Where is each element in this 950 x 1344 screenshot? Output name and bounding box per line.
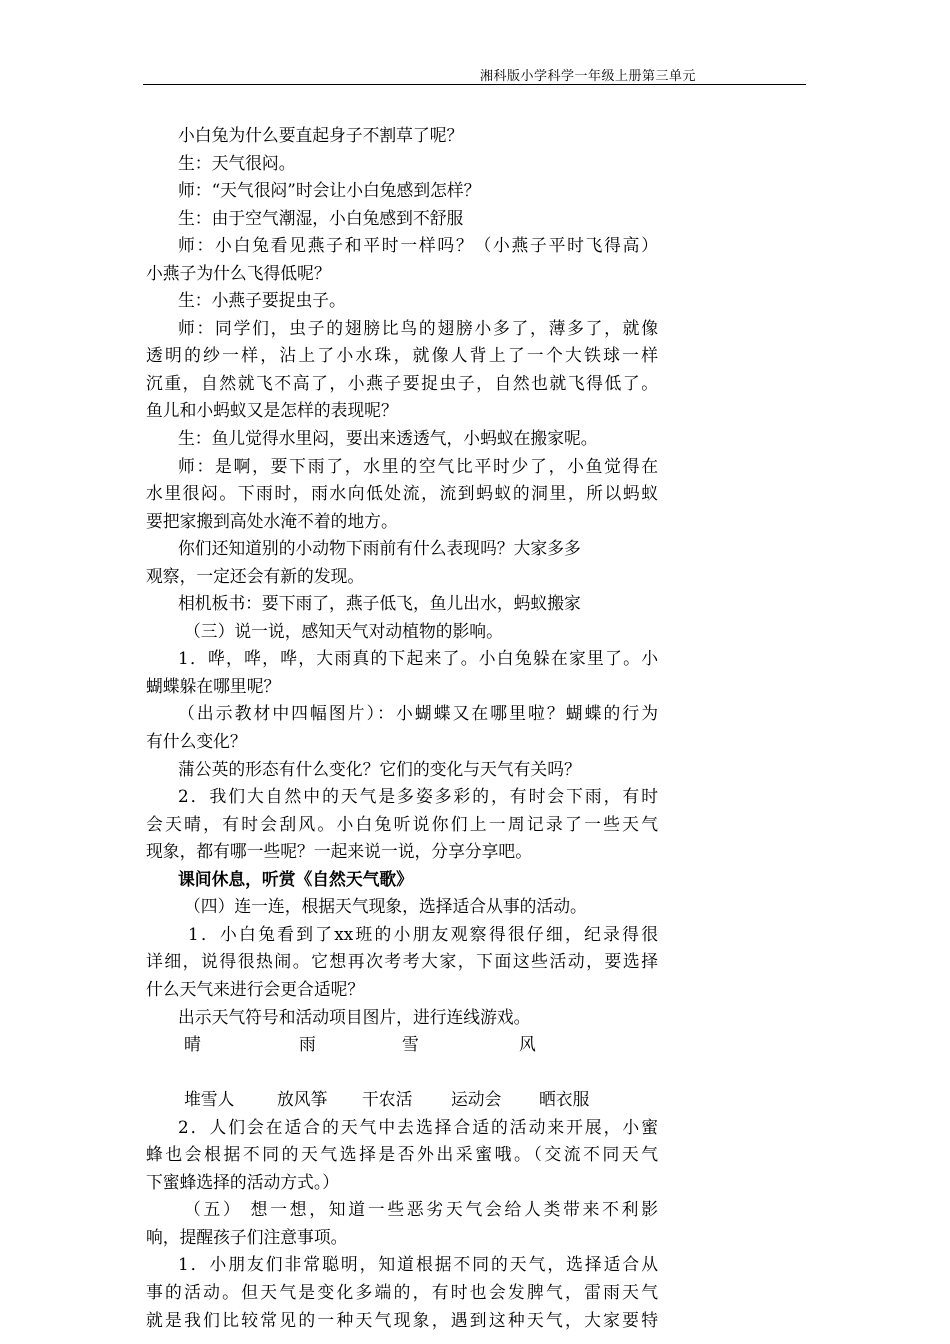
text-line: 事的活动。但天气是变化多端的，有时也会发脾气，雷雨天气	[146, 1281, 658, 1302]
text-line: 响，提醒孩子们注意事项。	[146, 1226, 348, 1247]
text-line: 生：小燕子要捉虫子。	[178, 290, 346, 311]
activity-item: 干农活	[362, 1089, 413, 1110]
section-heading: （四）连一连，根据天气现象，选择适合从事的活动。	[184, 896, 587, 917]
text-line: 鱼儿和小蚂蚁又是怎样的表现呢？	[146, 400, 398, 421]
text-line: 沉重，自然就飞不高了，小燕子要捉虫子，自然也就飞得低了。	[146, 372, 658, 393]
section-heading: （五） 想一想，知道一些恶劣天气会给人类带来不利影	[184, 1199, 658, 1220]
text-line: 师：小白兔看见燕子和平时一样吗？（小燕子平时飞得高）	[178, 235, 658, 256]
text-line: 2．人们会在适合的天气中去选择合适的活动来开展，小蜜	[178, 1116, 658, 1137]
text-line: 1．小朋友们非常聪明，知道根据不同的天气，选择适合从	[178, 1254, 658, 1275]
text-line: 小白兔为什么要直起身子不割草了呢？	[178, 125, 464, 145]
text-line: 水里很闷。下雨时，雨水向低处流，流到蚂蚁的洞里，所以蚂蚁	[146, 483, 658, 504]
text-line: 师：“天气很闷”时会让小白兔感到怎样？	[178, 180, 481, 201]
text-line: 蜂也会根据不同的天气选择是否外出采蜜哦。（交流不同天气	[146, 1144, 658, 1165]
text-line: 什么天气来进行会更合适呢？	[146, 978, 365, 999]
activity-item: 运动会	[451, 1089, 502, 1110]
text-line: 1．小白兔看到了xx班的小朋友观察得很仔细，纪录得很	[188, 923, 658, 944]
blank-line	[146, 1059, 658, 1087]
text-line: 蝴蝶躲在哪里呢？	[146, 675, 281, 696]
text-line: 生：由于空气潮湿，小白兔感到不舒服	[178, 207, 464, 228]
text-line: 蒲公英的形态有什么变化？它们的变化与天气有关吗？	[178, 758, 581, 779]
document-body	[146, 122, 658, 1334]
bold-heading: 课间休息，听赏《自然天气歌》	[178, 868, 413, 889]
text-line: 观察，一定还会有新的发现。	[146, 565, 365, 586]
activity-item: 放风筝	[277, 1089, 328, 1110]
activities-row	[146, 1086, 658, 1114]
text-line: 相机板书：要下雨了，燕子低飞，鱼儿出水，蚂蚁搬家	[178, 593, 581, 614]
header-title: 湘科版小学科学一年级上册第三单元	[479, 69, 696, 84]
text-line: 1．哗，哗，哗，大雨真的下起来了。小白兔躲在家里了。小	[178, 648, 658, 669]
text-line: 2．我们大自然中的天气是多姿多彩的，有时会下雨，有时	[178, 786, 658, 807]
text-line: 现象，都有哪一些呢？一起来说一说，分享分享吧。	[146, 841, 532, 862]
text-line: 你们还知道别的小动物下雨前有什么表现吗？大家多多	[178, 538, 581, 559]
activity-item: 晒衣服	[539, 1089, 590, 1110]
text-line: 生：天气很闷。	[178, 152, 296, 173]
activity-item: 堆雪人	[184, 1089, 235, 1110]
text-line: 要把家搬到高处水淹不着的地方。	[146, 510, 398, 531]
text-line: 师：同学们，虫子的翅膀比鸟的翅膀小多了，薄多了，就像	[178, 317, 658, 338]
weather-snow: 雪	[402, 1034, 419, 1055]
weather-rain: 雨	[299, 1034, 316, 1055]
text-line: 详细，说得很热闹。它想再次考考大家，下面这些活动，要选择	[146, 951, 658, 972]
text-line: 出示天气符号和活动项目图片，进行连线游戏。	[178, 1006, 531, 1027]
text-line: 就是我们比较常见的一种天气现象，遇到这种天气，大家要特	[146, 1309, 658, 1330]
text-line: 有什么变化？	[146, 731, 247, 752]
section-heading: （三）说一说，感知天气对动植物的影响。	[184, 620, 503, 641]
weather-row	[146, 1031, 658, 1059]
text-line: 小燕子为什么飞得低呢？	[146, 262, 331, 283]
text-line: 下蜜蜂选择的活动方式。）	[146, 1171, 339, 1192]
weather-sunny: 晴	[184, 1034, 201, 1055]
text-line: 透明的纱一样，沾上了小水珠，就像人背上了一个大铁球一样	[146, 345, 658, 366]
text-line: （出示教材中四幅图片）：小蝴蝶又在哪里啦？蝴蝶的行为	[178, 703, 658, 724]
text-line: 师：是啊，要下雨了，水里的空气比平时少了，小鱼觉得在	[178, 455, 658, 476]
text-line: 生：鱼儿觉得水里闷，要出来透透气，小蚂蚁在搬家呢。	[178, 428, 598, 449]
page-header	[143, 62, 806, 85]
weather-wind: 风	[519, 1034, 536, 1055]
text-line: 会天晴，有时会刮风。小白兔听说你们上一周记录了一些天气	[146, 813, 658, 834]
